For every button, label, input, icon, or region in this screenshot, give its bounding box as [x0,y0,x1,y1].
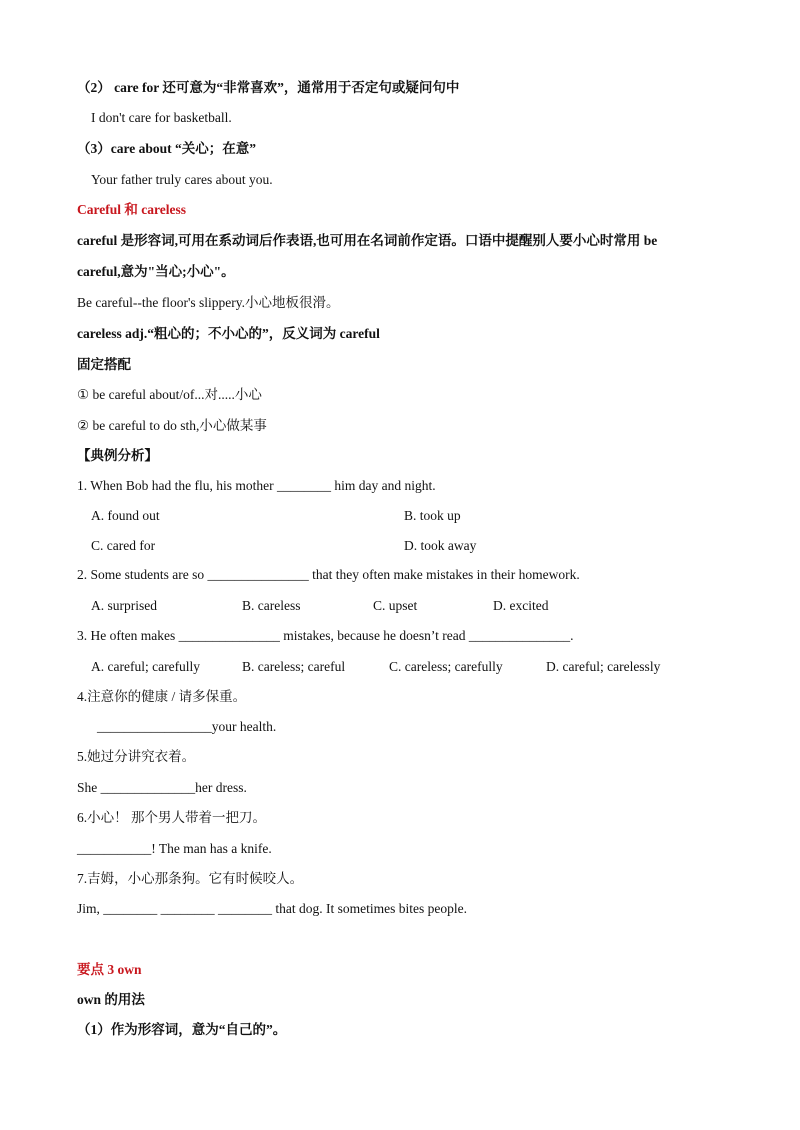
question-2-option-d: D. excited [493,598,549,613]
question-4-answer: _________________your health. [97,719,277,734]
question-3-option-b: B. careless; careful [242,659,346,674]
question-2-stem: 2. Some students are so _______________ that they often make mistakes in their homework. [77,567,580,582]
question-5-answer: She ______________her dress. [77,780,247,795]
question-3-option-d: D. careful; carelessly [546,659,661,674]
careful-description-2: careful,意为"当心;小心"。 [77,264,235,279]
question-5-stem: 5.她过分讲究衣着。 [77,749,196,764]
phrase-item-1: ① be careful about/of...对.....小心 [77,387,262,402]
care-about-example: Your father truly cares about you. [91,172,273,187]
question-4-stem: 4.注意你的健康 / 请多保重。 [77,689,247,704]
question-2-option-b: B. careless [242,598,301,613]
question-6-answer: ___________! The man has a knife. [77,841,272,856]
question-2-option-a: A. surprised [91,598,157,613]
question-1-option-a: A. found out [91,508,160,523]
question-3-option-c: C. careless; carefully [389,659,503,674]
question-2-option-c: C. upset [373,598,418,613]
question-6-stem: 6.小心！ 那个男人带着一把刀。 [77,810,266,825]
question-1-option-c: C. cared for [91,538,156,553]
question-3-stem: 3. He often makes _______________ mistakes, because he doesn’t read _______________. [77,628,574,643]
phrase-item-2: ② be careful to do sth,小心做某事 [77,418,267,433]
care-for-example: I don't care for basketball. [91,110,232,125]
own-usage-item-1: （1）作为形容词，意为“自己的”。 [77,1022,287,1037]
care-about-heading: （3）care about “关心；在意” [77,141,256,156]
careful-section-title: Careful 和 careless [77,202,186,217]
point-3-title: 要点 3 own [77,962,142,977]
careless-description: careless adj.“粗心的；不小心的”，反义词为 careful [77,326,380,341]
own-usage-heading: own 的用法 [77,992,145,1007]
fixed-phrases-heading: 固定搭配 [77,357,131,372]
question-7-stem: 7.吉姆，小心那条狗。它有时候咬人。 [77,871,304,886]
question-1-option-d: D. took away [404,538,477,553]
question-3-option-a: A. careful; carefully [91,659,201,674]
question-1-stem: 1. When Bob had the flu, his mother ________ him day and night. [77,478,436,493]
careful-description-1: careful 是形容词,可用在系动词后作表语,也可用在名词前作定语。口语中提醒别人要小心时常用 be [77,233,658,248]
example-analysis-heading: 【典例分析】 [77,448,158,463]
question-7-answer: Jim, ________ ________ ________ that dog. It sometimes bites people. [77,901,467,916]
question-1-option-b: B. took up [404,508,461,523]
care-for-heading: （2） care for 还可意为“非常喜欢”，通常用于否定句或疑问句中 [77,80,460,95]
careful-example: Be careful--the floor's slippery.小心地板很滑。 [77,295,340,310]
